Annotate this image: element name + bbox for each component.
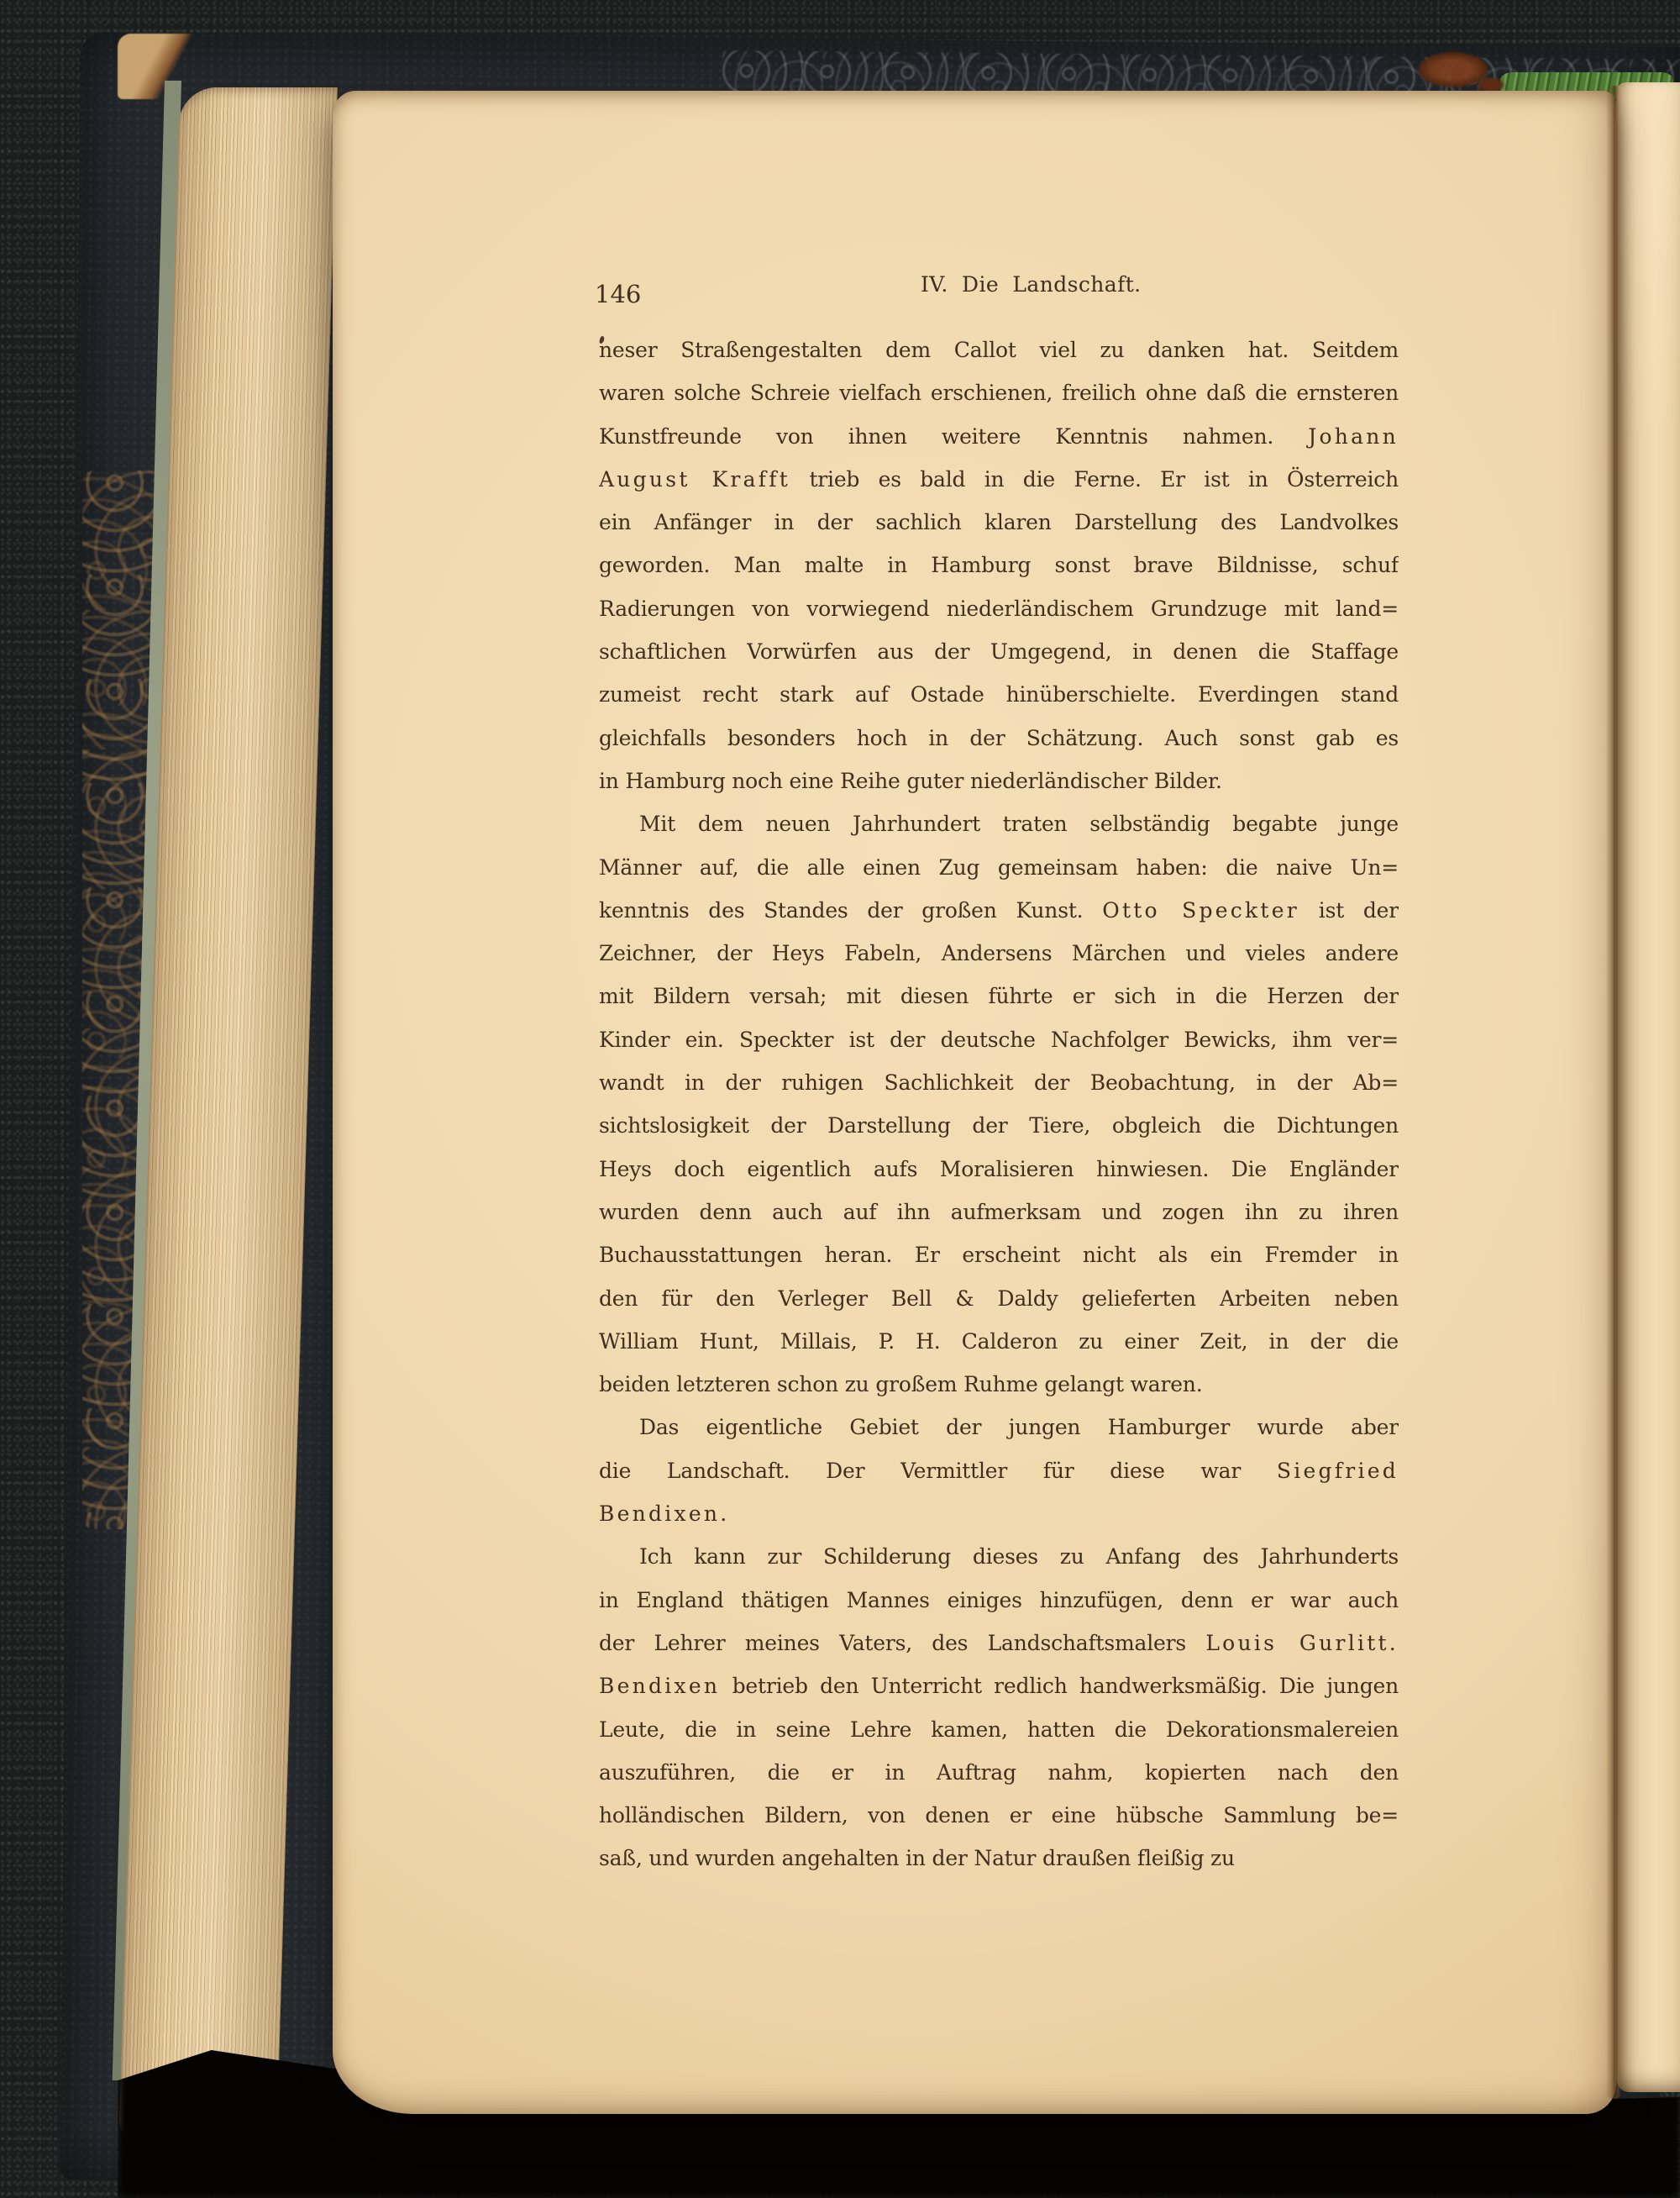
text-line: zumeist recht stark auf Ostade hinüberschielte. Everdingen stand — [599, 682, 1399, 707]
letterspaced-name: Bendixen — [599, 1501, 721, 1527]
text-line: der Lehrer meines Vaters, des Landschaftsmalers Louis Gurlitt. — [599, 1630, 1399, 1655]
text-line: William Hunt, Millais, P. H. Calderon zu einer Zeit, in der die — [599, 1328, 1399, 1354]
letterspaced-name: August Krafft — [599, 466, 791, 492]
text-line: in Hamburg noch eine Reihe guter niederländischer Bilder. — [599, 768, 1222, 793]
text-line: Kinder ein. Speckter ist der deutsche Nachfolger Bewicks, ihm ver= — [599, 1027, 1399, 1052]
text-line: August Krafft trieb es bald in die Ferne. Er ist in Österreich — [599, 466, 1399, 492]
text-line: geworden. Man malte in Hamburg sonst brave Bildnisse, schuf — [599, 553, 1399, 578]
letterspaced-name: Siegfried — [1276, 1458, 1399, 1483]
book-page — [333, 91, 1616, 2114]
text-line: den für den Verleger Bell & Daldy gelieferten Arbeiten neben — [599, 1286, 1399, 1311]
letterspaced-name: Otto Speckter — [1102, 897, 1299, 923]
text-line: Bendixen. — [599, 1501, 727, 1527]
text-line: Ich kann zur Schilderung dieses zu Anfang des Jahrhunderts — [639, 1544, 1399, 1570]
cover-wear-top-left — [118, 34, 198, 99]
text-line: neser Straßengestalten dem Callot viel zu danken hat. Seitdem — [599, 338, 1399, 362]
text-line: wurden denn auch auf ihn aufmerksam und zogen ihn zu ihren — [599, 1199, 1399, 1224]
text-line: kenntnis des Standes der großen Kunst. Otto Speckter ist der — [599, 897, 1399, 923]
text-line: Leute, die in seine Lehre kamen, hatten die Dekorationsmalereien — [599, 1717, 1399, 1742]
text-line: Zeichner, der Heys Fabeln, Andersens Märchen und vieles andere — [599, 941, 1399, 966]
text-line: mit Bildern versah; mit diesen führte er sich in die Herzen der — [599, 984, 1399, 1009]
text-line: schaftlichen Vorwürfen aus der Umgegend, in denen die Staffage — [599, 639, 1399, 665]
text-line: Heys doch eigentlich aufs Moralisieren hinwiesen. Die Engländer — [599, 1156, 1399, 1181]
text-line: die Landschaft. Der Vermittler für diese war Siegfried — [599, 1458, 1399, 1483]
text-line: in England thätigen Mannes einiges hinzufügen, denn er war auch — [599, 1587, 1399, 1612]
text-line: Buchausstattungen heran. Er erscheint nicht als ein Fremder in — [599, 1243, 1399, 1268]
facing-page-sliver — [1616, 82, 1680, 2092]
text-line: Bendixen betrieb den Unterricht redlich handwerksmäßig. Die jungen — [599, 1674, 1399, 1699]
text-line: Mit dem neuen Jahrhundert traten selbständig begabte junge — [639, 812, 1399, 837]
text-line: waren solche Schreie vielfach erschienen, freilich ohne daß die ernsteren — [599, 381, 1399, 406]
text-line: auszuführen, die er in Auftrag nahm, kopierten nach den — [599, 1759, 1399, 1785]
letterspaced-name: Johann — [1308, 423, 1399, 449]
text-line: sichtslosigkeit der Darstellung der Tiere, obgleich die Dichtungen — [599, 1113, 1399, 1138]
text-line: ein Anfänger in der sachlich klaren Darstellung des Landvolkes — [599, 510, 1399, 535]
letterspaced-name: Bendixen — [599, 1674, 721, 1699]
text-line: saß, und wurden angehalten in der Natur draußen fleißig zu — [599, 1846, 1235, 1871]
gutter-shadow — [1606, 86, 1621, 2099]
text-line: Kunstfreunde von ihnen weitere Kenntnis nahmen. Johann — [599, 423, 1399, 449]
text-line: Radierungen von vorwiegend niederländischem Grundzuge mit land= — [599, 596, 1399, 621]
text-line: holländischen Bildern, von denen er eine hübsche Sammlung be= — [599, 1803, 1399, 1828]
text-line: gleichfalls besonders hoch in der Schätzung. Auch sonst gab es — [599, 725, 1399, 750]
text-block — [599, 329, 1399, 1880]
page-number: 146 — [595, 280, 642, 308]
letterspaced-name: Louis Gurlitt. — [1205, 1630, 1399, 1655]
text-line: Männer auf, die alle einen Zug gemeinsam haben: die naive Un= — [599, 854, 1399, 880]
text-line: wandt in der ruhigen Sachlichkeit der Beobachtung, in der Ab= — [599, 1070, 1399, 1096]
text-line: Das eigentliche Gebiet der jungen Hamburger wurde aber — [639, 1415, 1399, 1440]
running-header: IV. Die Landschaft. — [921, 272, 1142, 297]
text-line: beiden letzteren schon zu großem Ruhme gelangt waren. — [599, 1372, 1203, 1397]
